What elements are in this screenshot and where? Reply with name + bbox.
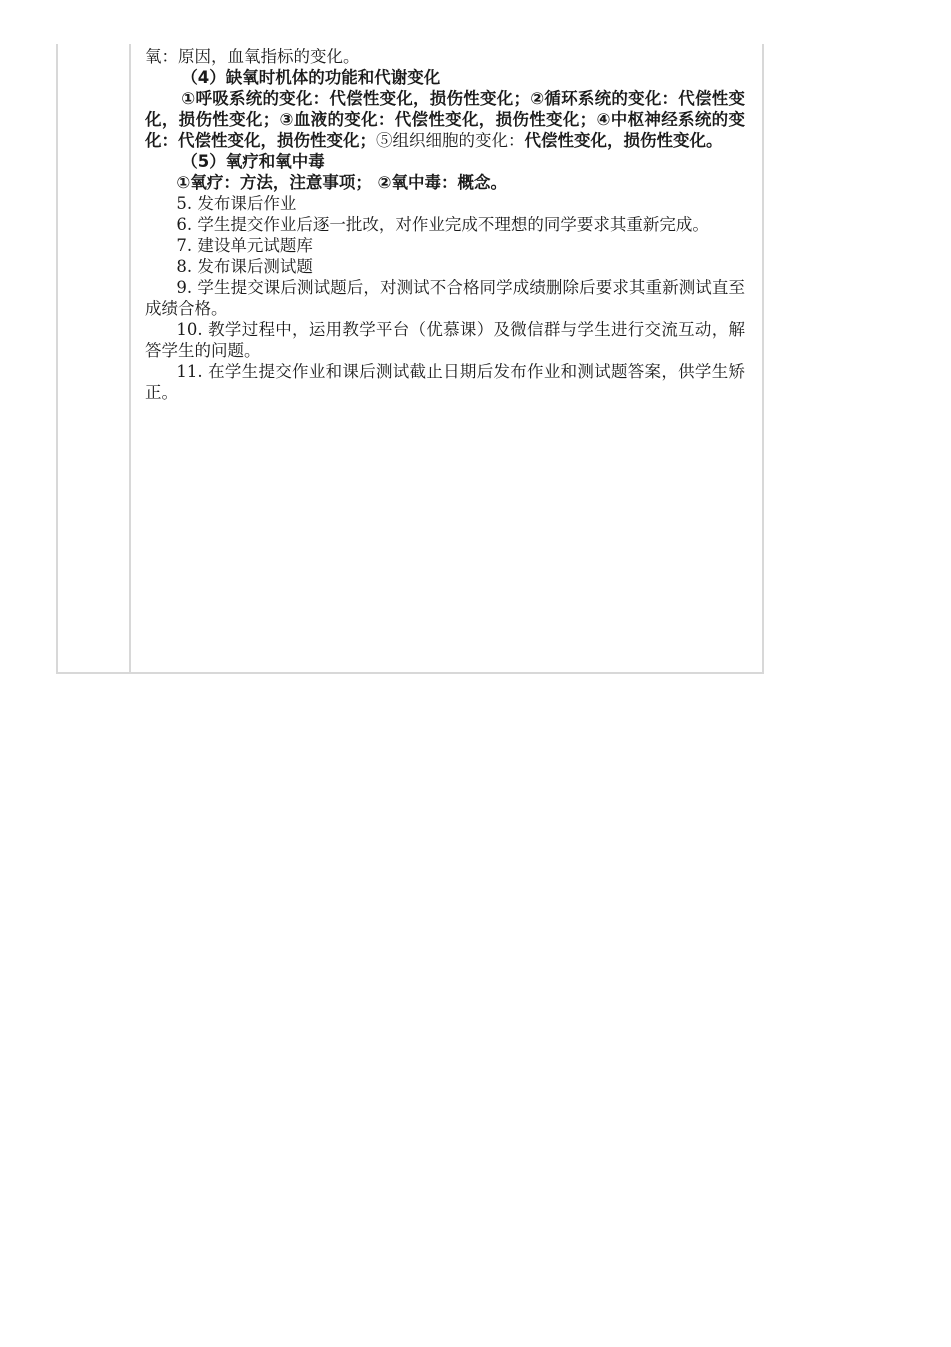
lesson-plan-table (56, 44, 764, 674)
step-5: 5. 发布课后作业 (176, 194, 297, 213)
step-10: 10. 教学过程中，运用教学平台（优慕课）及微信群与学生进行交流互动，解答学生的问题。 (145, 320, 745, 360)
table-left-cell (58, 44, 131, 672)
section-heading-5: （5）氧疗和氧中毒 (181, 152, 325, 171)
changes-blood: 血液的变化：代偿性变化，损伤性变化；④中枢神经系统的变化：代偿性变化，损伤性变化； (145, 110, 745, 150)
table-content-cell (145, 46, 745, 403)
changes-tissue-label: ⑤组织细胞的变化： (376, 131, 525, 150)
step-7: 7. 建设单元试题库 (176, 236, 313, 255)
section-heading-4: （4）缺氧时机体的功能和代谢变化 (181, 68, 441, 87)
oxygen-therapy-line: ①氧疗：方法，注意事项； ②氧中毒：概念。 (176, 173, 508, 192)
changes-tissue-value: 代偿性变化，损伤性变化。 (524, 131, 723, 150)
blood-oxygen-line: 氧：原因，血氧指标的变化。 (145, 47, 360, 66)
step-11: 11. 在学生提交作业和课后测试截止日期后发布作业和测试题答案，供学生矫正。 (145, 362, 745, 402)
step-8: 8. 发布课后测试题 (176, 257, 313, 276)
step-9: 9. 学生提交课后测试题后，对测试不合格同学成绩删除后要求其重新测试直至成绩合格。 (145, 278, 745, 318)
step-6: 6. 学生提交作业后逐一批改，对作业完成不理想的同学要求其重新完成。 (176, 215, 709, 234)
function-changes-paragraph (145, 88, 745, 151)
changes-part-1: ①呼吸系统的变化：代偿性变化，损伤性变化；②循环系统的变化：代偿性变化，损伤性变化；③ (145, 89, 745, 129)
